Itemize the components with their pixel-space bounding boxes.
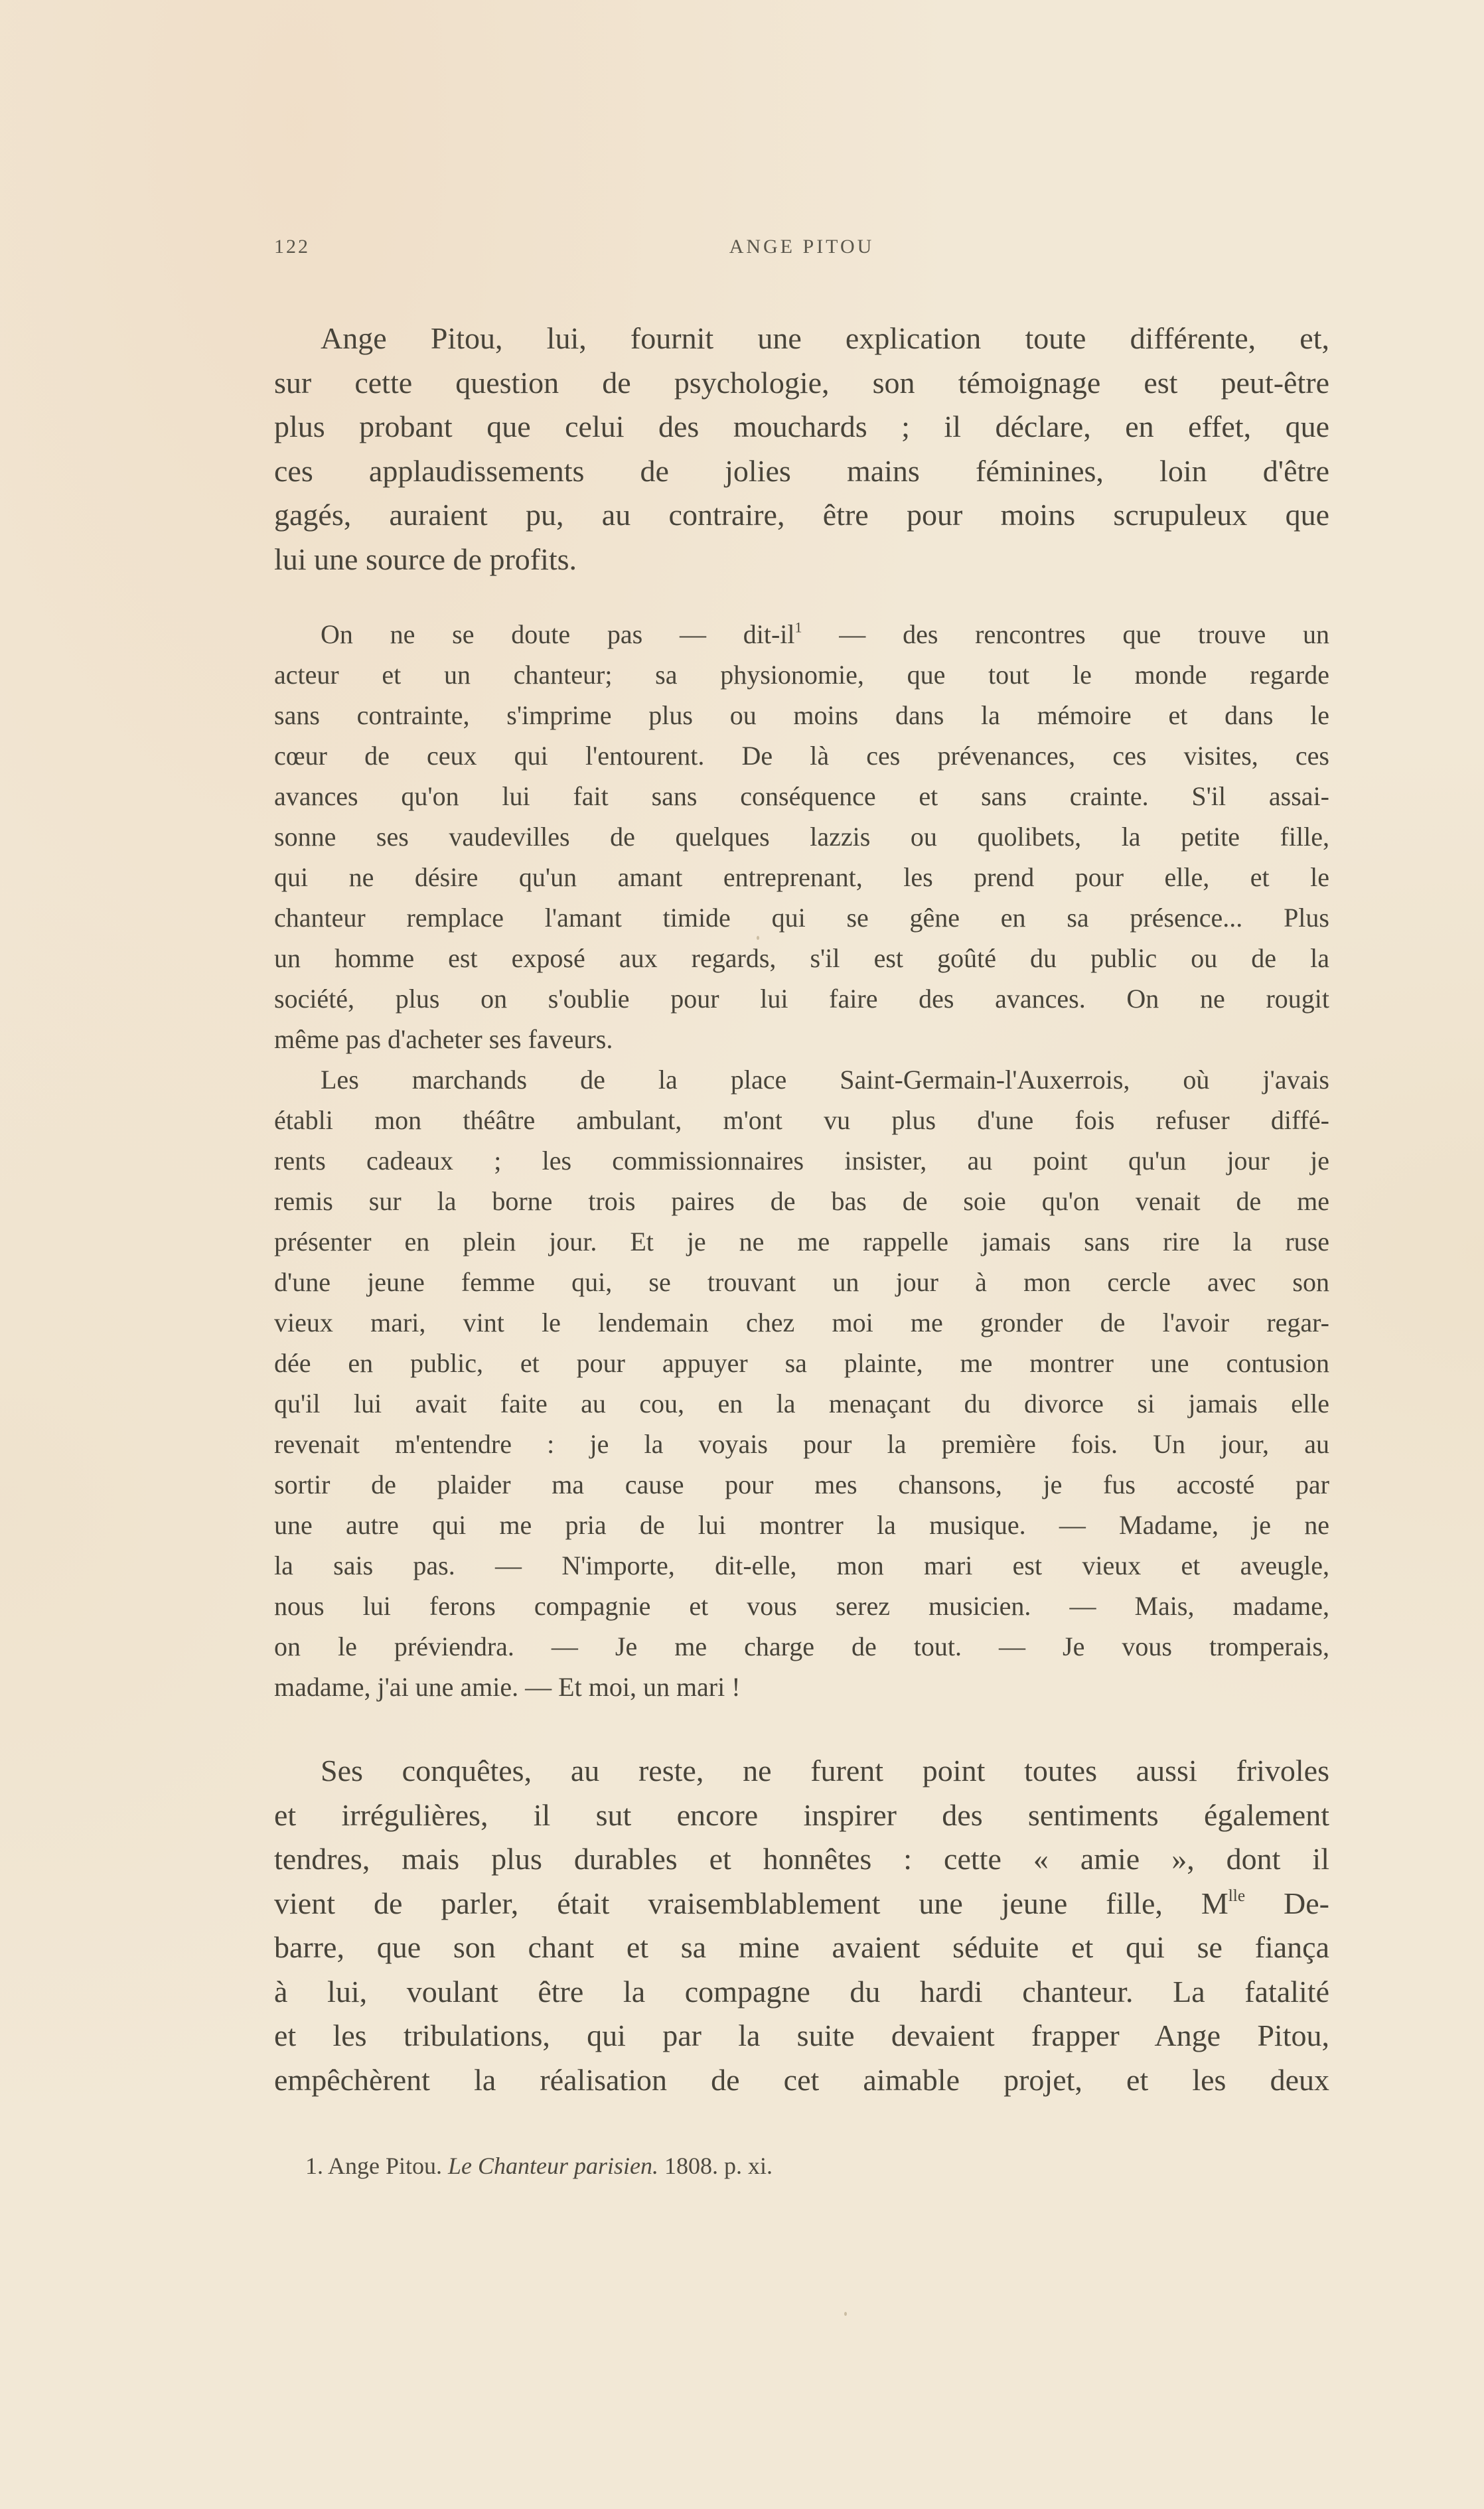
running-header xyxy=(274,236,1329,269)
text-line: rents cadeaux ; les commissionnaires insister, au point qu'un jour je xyxy=(274,1146,1329,1176)
text-line: Les marchands de la place Saint-Germain-l'Auxerrois, où j'avais xyxy=(321,1065,1329,1095)
page-number: 122 xyxy=(274,236,310,258)
text-line: un homme est exposé aux regards, s'il est goûté du public ou de la xyxy=(274,943,1329,973)
footnote-author: Ange Pitou. xyxy=(328,2153,443,2179)
running-title: ANGE PITOU xyxy=(729,236,875,258)
text-line: revenait m'entendre : je la voyais pour la première fois. Un jour, au xyxy=(274,1429,1329,1459)
text-line: remis sur la borne trois paires de bas de soie qu'on venait de me xyxy=(274,1186,1329,1216)
text-line: une autre qui me pria de lui montrer la musique. — Madame, je ne xyxy=(274,1510,1329,1540)
text-line: nous lui ferons compagnie et vous serez musicien. — Mais, madame, xyxy=(274,1591,1329,1621)
text-line: empêchèrent la réalisation de cet aimable projet, et les deux xyxy=(274,2062,1329,2097)
text-line: cœur de ceux qui l'entourent. De là ces prévenances, ces visites, ces xyxy=(274,741,1329,771)
text-line: Ange Pitou, lui, fournit une explication toute différente, et, xyxy=(321,321,1329,355)
footnote-marker[interactable]: 1 xyxy=(794,619,802,636)
text-line: ces applaudissements de jolies mains féminines, loin d'être xyxy=(274,453,1329,488)
text-line: on le préviendra. — Je me charge de tout. — Je vous tromperais, xyxy=(274,1632,1329,1661)
text-line: gagés, auraient pu, au contraire, être pour moins scrupuleux que xyxy=(274,498,1329,532)
text-line: et les tribulations, qui par la suite devaient frapper Ange Pitou, xyxy=(274,2018,1329,2052)
footnote-title: Le Chanteur parisien. xyxy=(448,2153,659,2179)
text-line: Ses conquêtes, au reste, ne furent point toutes aussi frivoles xyxy=(321,1754,1329,1787)
quote-opening-rest: — des rencontres que trouve un xyxy=(802,619,1329,649)
text-line: société, plus on s'oublie pour lui faire des avances. On ne rougit xyxy=(274,984,1329,1014)
text-line xyxy=(274,614,1329,654)
text-line: tendres, mais plus durables et honnêtes : cette « amie », dont il xyxy=(274,1842,1329,1876)
footnote-details: 1808. p. xi. xyxy=(664,2153,773,2179)
text-line: établi mon théâtre ambulant, m'ont vu plus d'une fois refuser diffé- xyxy=(274,1105,1329,1135)
text-line: et irrégulières, il sut encore inspirer des sentiments également xyxy=(274,1797,1329,1832)
quotation-block xyxy=(274,614,1329,1707)
text-line: sur cette question de psychologie, son témoignage est peut-être xyxy=(274,365,1329,400)
text-line: lui une source de profits. xyxy=(274,542,577,576)
text-line: qui ne désire qu'un amant entreprenant, les prend pour elle, et le xyxy=(274,862,1329,892)
text-fragment: vient de parler, était vraisemblablement une jeune fille, M xyxy=(274,1886,1228,1920)
text-line: la sais pas. — N'importe, dit-elle, mon mari est vieux et aveugle, xyxy=(274,1551,1329,1580)
paragraph-2 xyxy=(274,1749,1329,2102)
quote-opening: On ne se doute pas — dit-il xyxy=(321,619,795,649)
paper-speck xyxy=(844,2312,847,2316)
footnote-number: 1. xyxy=(305,2153,323,2179)
text-line: acteur et un chanteur; sa physionomie, que tout le monde regarde xyxy=(274,660,1329,690)
text-line: avances qu'on lui fait sans conséquence et sans crainte. S'il assai- xyxy=(274,781,1329,811)
footnote xyxy=(305,2152,773,2180)
text-line: barre, que son chant et sa mine avaient séduite et qui se fiança xyxy=(274,1930,1329,1964)
text-line: à lui, voulant être la compagne du hardi chanteur. La fatalité xyxy=(274,1974,1329,2009)
text-line xyxy=(274,1882,1329,1926)
text-line: même pas d'acheter ses faveurs. xyxy=(274,1024,613,1054)
paragraph-1 xyxy=(274,317,1329,581)
text-fragment: De- xyxy=(1245,1886,1329,1920)
text-line: sortir de plaider ma cause pour mes chansons, je fus accosté par xyxy=(274,1470,1329,1499)
text-line: madame, j'ai une amie. — Et moi, un mari ! xyxy=(274,1672,741,1702)
text-line: présenter en plein jour. Et je ne me rappelle jamais sans rire la ruse xyxy=(274,1227,1329,1256)
paper-speck xyxy=(757,936,759,940)
text-line: d'une jeune femme qui, se trouvant un jour à mon cercle avec son xyxy=(274,1267,1329,1297)
text-line: sonne ses vaudevilles de quelques lazzis ou quolibets, la petite fille, xyxy=(274,822,1329,852)
superscript-abbreviation: lle xyxy=(1228,1886,1246,1905)
text-line: plus probant que celui des mouchards ; il déclare, en effet, que xyxy=(274,410,1329,443)
text-line: sans contrainte, s'imprime plus ou moins dans la mémoire et dans le xyxy=(274,700,1329,730)
text-line: chanteur remplace l'amant timide qui se gêne en sa présence... Plus xyxy=(274,903,1329,933)
text-line: vieux mari, vint le lendemain chez moi me gronder de l'avoir regar- xyxy=(274,1308,1329,1337)
text-line: qu'il lui avait faite au cou, en la menaçant du divorce si jamais elle xyxy=(274,1389,1329,1418)
text-line: dée en public, et pour appuyer sa plainte, me montrer une contusion xyxy=(274,1348,1329,1378)
